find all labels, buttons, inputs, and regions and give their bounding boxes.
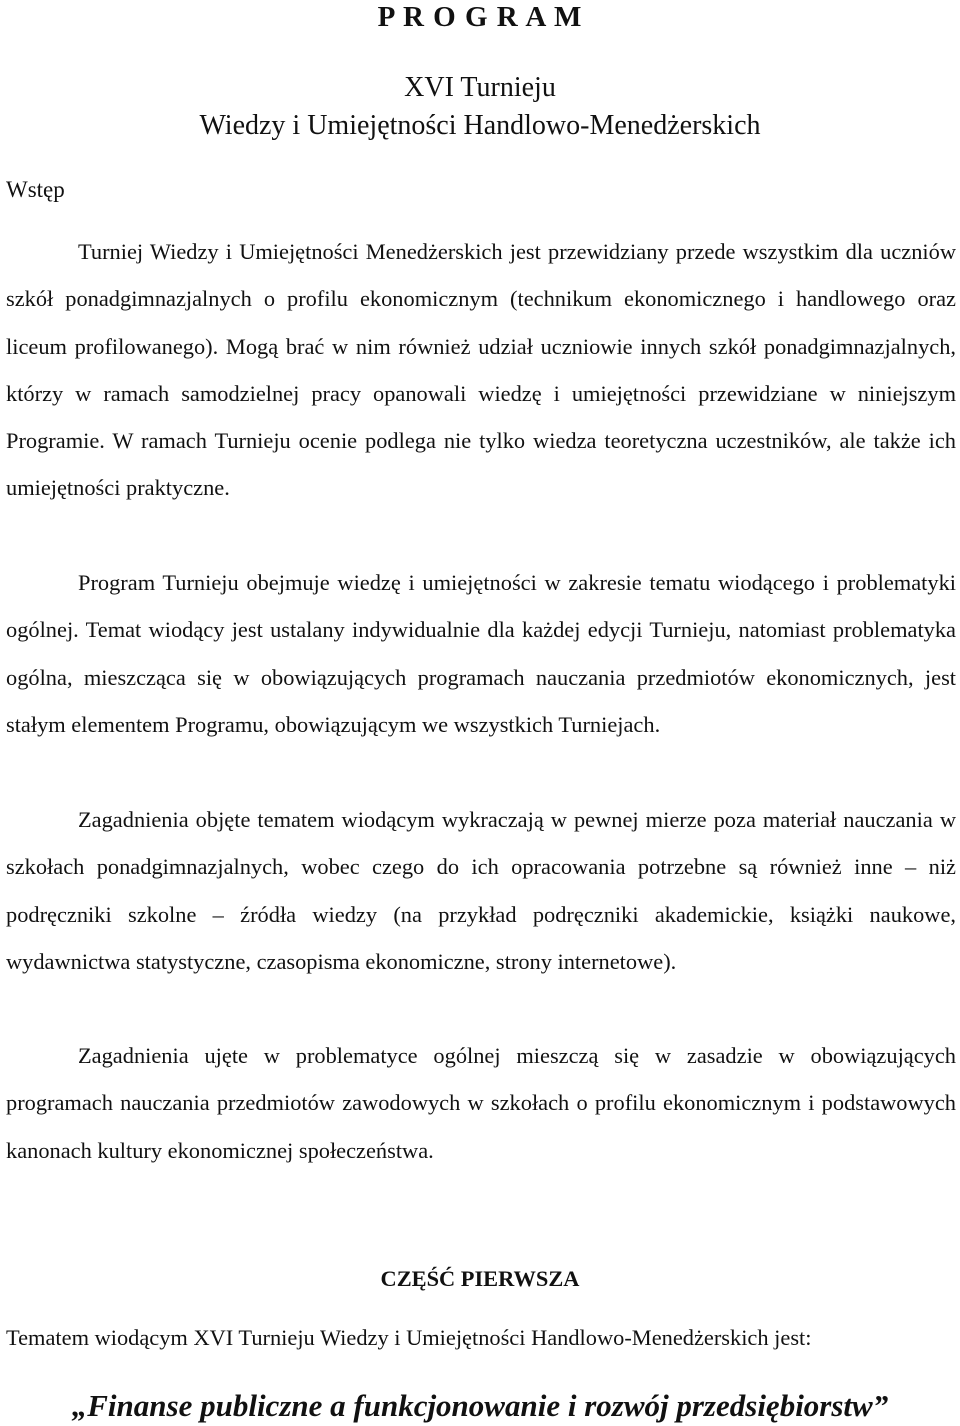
intro-paragraph-4: Zagadnienia ujęte w problematyce ogólnej mieszczą się w zasadzie w obowiązujących programach nauczania przedmiotów zawodowych w szkołach o profilu ekonomicznym i podstawowych kanonach kultury ekonomicznej społeczeństwa.: [6, 1043, 956, 1163]
part-one-heading: CZĘŚĆ PIERWSZA: [380, 1266, 580, 1291]
intro-paragraph-3: Zagadnienia objęte tematem wiodącym wykraczają w pewnej mierze poza materiał nauczania w szkołach ponadgimnazjalnych, wobec czego do ich opracowania potrzebne są również inne – niż podręczniki szkolne – źródła wiedzy (na przykład podręczniki akademickie, książki naukowe, wydawnictwa statystyczne, czasopisma ekonomiczne, strony internetowe).: [6, 807, 956, 974]
document-title: P R O G R A M: [377, 1, 583, 33]
intro-heading: Wstęp: [6, 177, 65, 202]
topic-intro-text: Tematem wiodącym XVI Turnieju Wiedzy i Umiejętności Handlowo-Menedżerskich jest:: [6, 1325, 812, 1350]
subtitle-edition: XVI Turnieju: [404, 72, 556, 103]
intro-paragraph-1: Turniej Wiedzy i Umiejętności Menedżerskich jest przewidziany przede wszystkim dla uczniów szkół ponadgimnazjalnych o profilu ekonomicznym (technikum ekonomicznego i handlowego oraz liceum profilowanego). Mogą brać w nim również udział uczniowie innych szkół ponadgimnazjalnych, którzy w ramach samodzielnej pracy opanowali wiedzę i umiejętności przewidziane w niniejszym Programie. W ramach Turnieju ocenie podlega nie tylko wiedza teoretyczna uczestników, ale także ich umiejętności praktyczne.: [6, 239, 956, 501]
leading-topic: „Finanse publiczne a funkcjonowanie i rozwój przedsiębiorstw”: [71, 1388, 889, 1423]
subtitle-tournament-name: Wiedzy i Umiejętności Handlowo-Menedżerskich: [199, 110, 761, 141]
intro-paragraph-2: Program Turnieju obejmuje wiedzę i umiejętności w zakresie tematu wiodącego i problematyki ogólnej. Temat wiodący jest ustalany indywidualnie dla każdej edycji Turnieju, natomiast problematyka ogólna, mieszcząca się w obowiązujących programach nauczania przedmiotów ekonomicznych, jest stałym elementem Programu, obowiązującym we wszystkich Turniejach.: [6, 570, 956, 737]
